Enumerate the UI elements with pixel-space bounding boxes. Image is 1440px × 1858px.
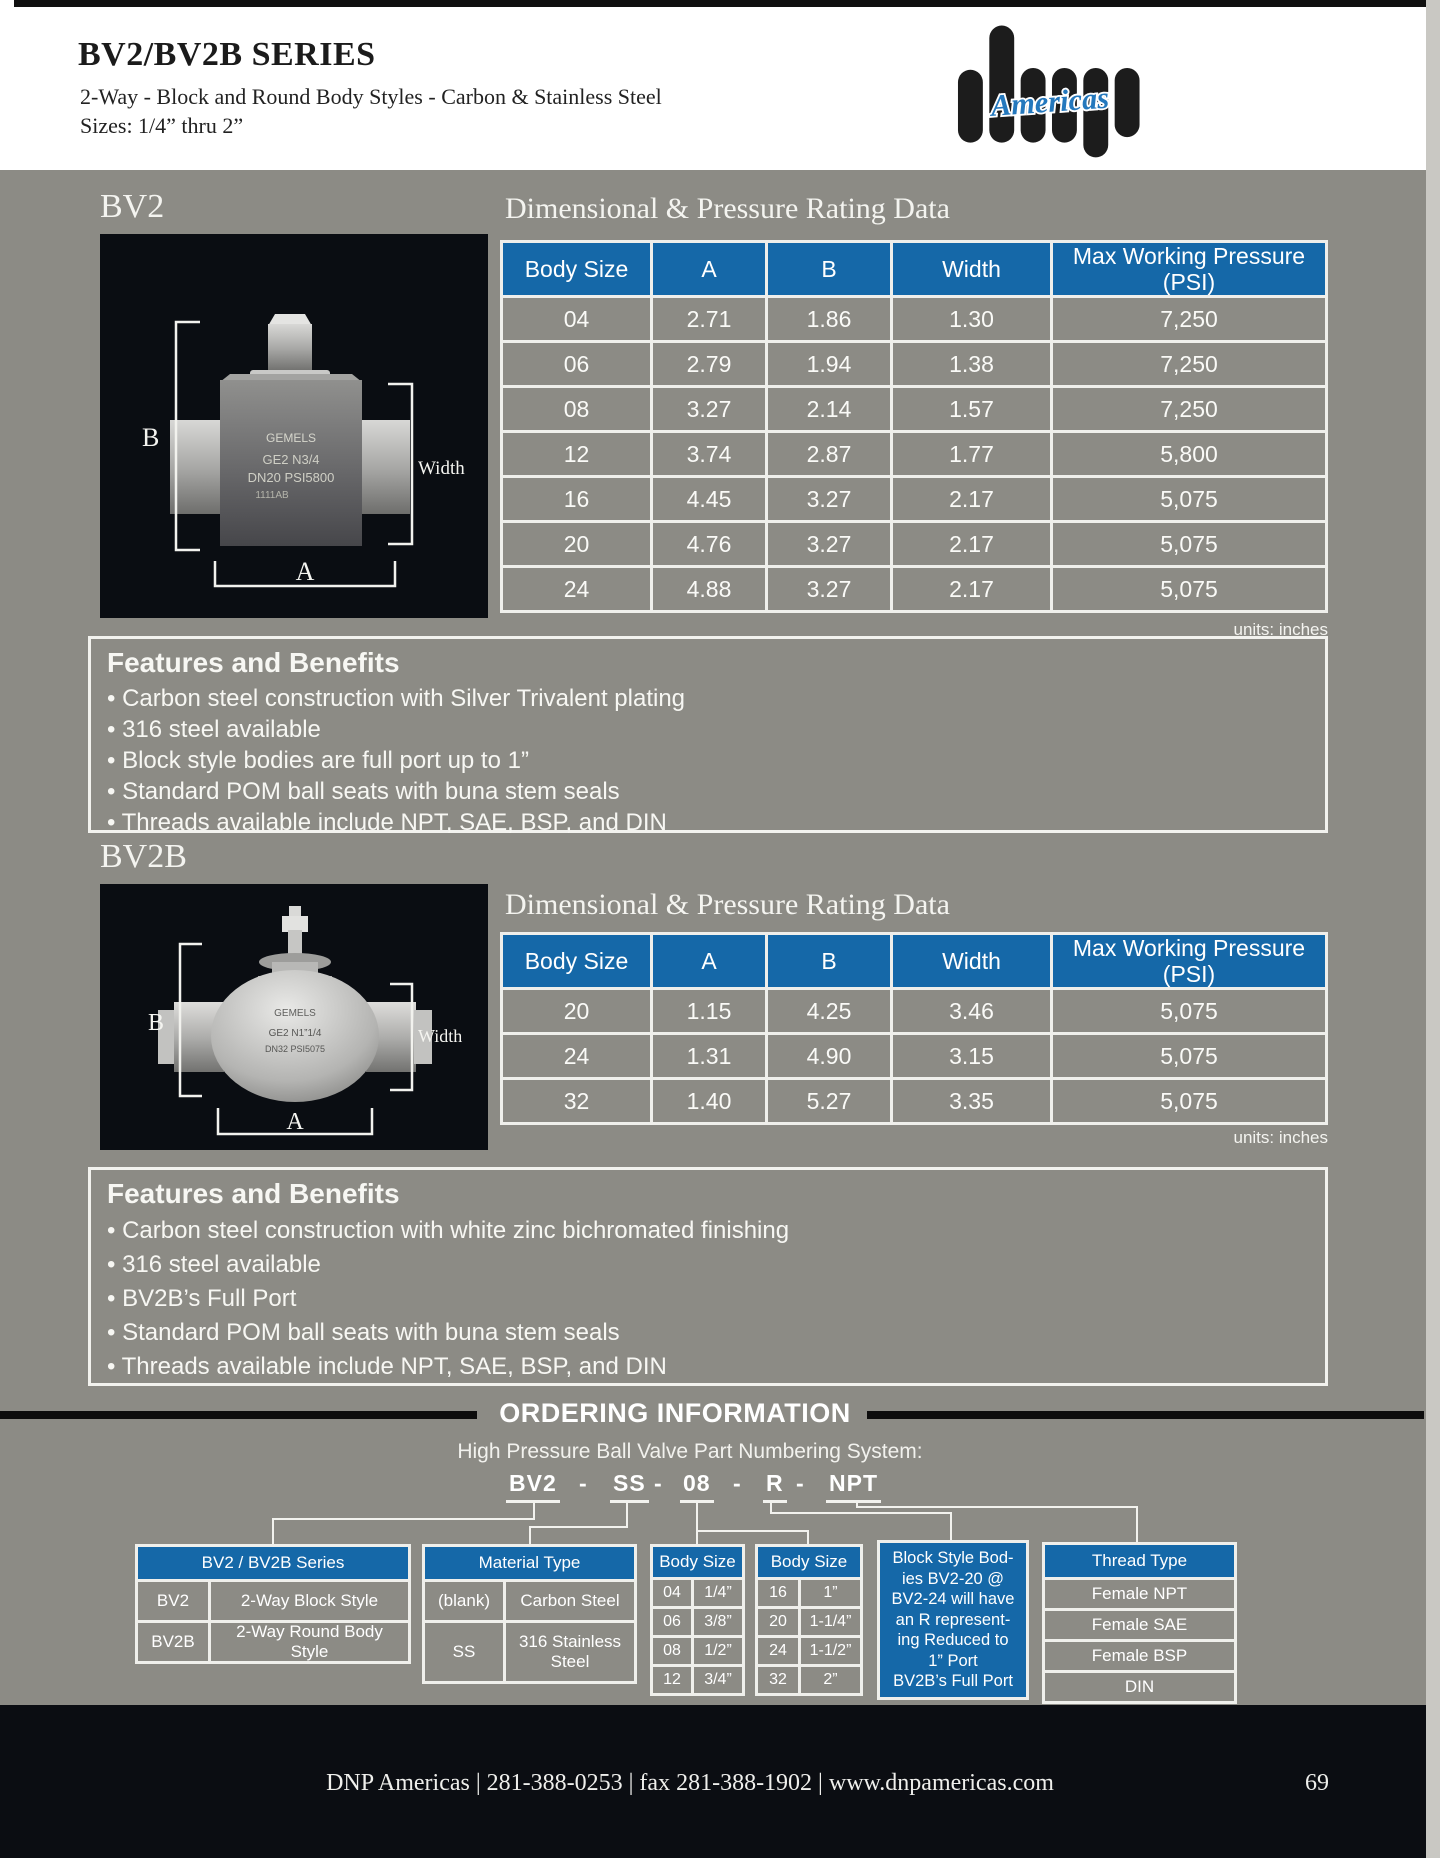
bv2b-dimension-table	[500, 932, 1328, 1125]
column-header: Max Working Pressure (PSI)	[1053, 935, 1325, 987]
dimension-label-b: B	[148, 1010, 165, 1036]
table-cell: 5,075	[1053, 478, 1325, 520]
table-cell: 2.79	[653, 343, 765, 385]
table-header: Body Size	[653, 1547, 742, 1577]
bv2b-section-label: BV2B	[100, 838, 187, 875]
valve-marking: GEMELS	[274, 1008, 316, 1019]
block-style-note	[877, 1540, 1029, 1700]
thread-cell: Female SAE	[1045, 1611, 1234, 1639]
bv2-section-label: BV2	[100, 188, 165, 225]
top-rule	[14, 0, 1426, 7]
table-cell: 4.45	[653, 478, 765, 520]
table-cell: 2.17	[893, 478, 1050, 520]
feature-item: • Carbon steel construction with Silver Trivalent plating	[107, 683, 1309, 714]
part-segment-material: SS	[610, 1470, 649, 1503]
dimension-label-a: A	[286, 1109, 304, 1135]
features-title: Features and Benefits	[107, 647, 400, 678]
table-cell: 4.88	[653, 568, 765, 610]
table-cell: 16	[503, 478, 650, 520]
connector-line	[272, 1518, 274, 1544]
desc-cell: 2-Way Round Body Style	[211, 1623, 408, 1661]
code-cell: BV2	[138, 1582, 208, 1620]
connector-line	[272, 1518, 535, 1520]
bv2-product-photo	[100, 234, 488, 618]
bv2b-table-title: Dimensional & Pressure Rating Data	[505, 888, 950, 921]
note-line: BV2-24 will have	[891, 1590, 1015, 1609]
code-cell: 08	[653, 1638, 691, 1664]
bv2b-valve-diagram-icon	[100, 884, 488, 1150]
feature-item: • 316 steel available	[107, 714, 1309, 745]
page-edge-strip	[1426, 0, 1440, 1858]
feature-item: • Standard POM ball seats with buna stem seals	[107, 1316, 1309, 1350]
table-cell: 24	[503, 568, 650, 610]
table-cell: 1.57	[893, 388, 1050, 430]
table-header: Thread Type	[1045, 1545, 1234, 1577]
desc-cell: 3/4”	[694, 1667, 742, 1693]
dimension-label-a: A	[295, 557, 315, 586]
column-header: B	[768, 935, 890, 987]
thread-cell: Female NPT	[1045, 1580, 1234, 1608]
dnp-logo	[940, 10, 1152, 160]
column-header: Body Size	[503, 243, 650, 295]
table-cell: 20	[503, 523, 650, 565]
bv2b-features-box	[88, 1167, 1328, 1386]
page-title: BV2/BV2B SERIES	[78, 36, 376, 73]
desc-cell: 316 Stainless Steel	[506, 1623, 634, 1681]
note-line: Block Style Bod-	[892, 1549, 1014, 1568]
bv2-valve-diagram-icon	[100, 234, 488, 618]
table-cell: 24	[503, 1035, 650, 1077]
thread-cell: Female BSP	[1045, 1642, 1234, 1670]
feature-item: • 316 steel available	[107, 1248, 1309, 1282]
table-cell: 20	[503, 990, 650, 1032]
dnp-logo-icon	[940, 10, 1152, 160]
thread-type-table	[1042, 1542, 1237, 1704]
feature-item: • Block style bodies are full port up to 1”	[107, 745, 1309, 776]
table-cell: 5,075	[1053, 1035, 1325, 1077]
page-number: 69	[1305, 1770, 1329, 1796]
ordering-heading: ORDERING INFORMATION	[499, 1398, 851, 1428]
feature-item: • Carbon steel construction with white zinc bichromated finishing	[107, 1214, 1309, 1248]
table-cell: 4.76	[653, 523, 765, 565]
column-header: B	[768, 243, 890, 295]
feature-item: • Threads available include NPT, SAE, BSP, and DIN	[107, 1350, 1309, 1384]
table-cell: 2.14	[768, 388, 890, 430]
part-separator: -	[579, 1470, 587, 1496]
connector-line	[529, 1526, 628, 1528]
bv2-dimension-table	[500, 240, 1328, 613]
ordering-subheading: High Pressure Ball Valve Part Numbering System:	[457, 1440, 923, 1463]
dimension-label-width: Width	[418, 458, 465, 479]
valve-marking: GE2 N1”1/4	[268, 1028, 322, 1039]
table-cell: 12	[503, 433, 650, 475]
code-cell: 32	[758, 1667, 798, 1693]
desc-cell: 1-1/4”	[801, 1609, 860, 1635]
connector-line	[1136, 1506, 1138, 1544]
table-cell: 5.27	[768, 1080, 890, 1122]
desc-cell: 1”	[801, 1580, 860, 1606]
valve-marking: DN32 PSI5075	[264, 1044, 326, 1054]
table-cell: 2.87	[768, 433, 890, 475]
table-cell: 7,250	[1053, 343, 1325, 385]
table-cell: 1.38	[893, 343, 1050, 385]
note-line: ing Reduced to	[897, 1631, 1009, 1650]
part-segment-series: BV2	[506, 1470, 560, 1503]
table-cell: 1.40	[653, 1080, 765, 1122]
feature-item: • BV2B’s Full Port	[107, 1282, 1309, 1316]
column-header: Body Size	[503, 935, 650, 987]
connector-line	[696, 1530, 809, 1532]
table-cell: 5,075	[1053, 1080, 1325, 1122]
connector-line	[807, 1530, 809, 1544]
part-segment-thread: NPT	[826, 1470, 881, 1503]
column-header: Max Working Pressure (PSI)	[1053, 243, 1325, 295]
part-separator: -	[733, 1470, 741, 1496]
column-header: A	[653, 935, 765, 987]
table-cell: 5,075	[1053, 523, 1325, 565]
bv2b-product-photo	[100, 884, 488, 1150]
column-header: Width	[893, 935, 1050, 987]
table-cell: 3.27	[768, 523, 890, 565]
code-cell: 12	[653, 1667, 691, 1693]
table-cell: 3.74	[653, 433, 765, 475]
code-cell: 24	[758, 1638, 798, 1664]
body-size-table-b	[755, 1544, 863, 1696]
note-line: an R represent-	[895, 1610, 1011, 1629]
dimension-label-width: Width	[418, 1026, 463, 1046]
connector-line	[696, 1502, 698, 1544]
valve-marking: DN20 PSI5800	[247, 470, 335, 485]
note-line: 1” Port	[928, 1651, 978, 1670]
table-cell: 1.31	[653, 1035, 765, 1077]
bv2b-units-note: units: inches	[1233, 1128, 1328, 1147]
valve-marking: 1111AB	[255, 490, 289, 501]
table-cell: 7,250	[1053, 388, 1325, 430]
table-cell: 1.77	[893, 433, 1050, 475]
table-header: Material Type	[425, 1547, 634, 1579]
page-subtitle-line1: 2-Way - Block and Round Body Styles - Carbon & Stainless Steel	[80, 84, 662, 109]
material-code-table	[422, 1544, 637, 1684]
desc-cell: 1-1/2”	[801, 1638, 860, 1664]
table-cell: 5,075	[1053, 990, 1325, 1032]
table-cell: 3.15	[893, 1035, 1050, 1077]
table-header: BV2 / BV2B Series	[138, 1547, 408, 1579]
table-cell: 08	[503, 388, 650, 430]
footer-contact: DNP Americas | 281-388-0253 | fax 281-388-1902 | www.dnpamericas.com	[326, 1770, 1054, 1796]
table-cell: 1.94	[768, 343, 890, 385]
part-separator: -	[796, 1470, 804, 1496]
features-title: Features and Benefits	[107, 1178, 400, 1209]
page-subtitle-line2: Sizes: 1/4” thru 2”	[80, 113, 244, 138]
desc-cell: 2”	[801, 1667, 860, 1693]
table-cell: 5,075	[1053, 568, 1325, 610]
logo-script-text: Americas	[989, 80, 1111, 123]
bv2-features-box	[88, 636, 1328, 836]
part-segment-port: R	[763, 1470, 787, 1503]
table-cell: 2.17	[893, 568, 1050, 610]
code-cell: SS	[425, 1623, 503, 1681]
code-cell: (blank)	[425, 1582, 503, 1620]
dimension-label-b: B	[142, 423, 160, 452]
code-cell: 20	[758, 1609, 798, 1635]
bv2-units-note: units: inches	[1233, 620, 1328, 639]
table-cell: 2.17	[893, 523, 1050, 565]
code-cell: 06	[653, 1609, 691, 1635]
table-cell: 1.86	[768, 298, 890, 340]
table-header: Body Size	[758, 1547, 860, 1577]
code-cell: 04	[653, 1580, 691, 1606]
table-cell: 5,800	[1053, 433, 1325, 475]
table-cell: 3.27	[768, 568, 890, 610]
connector-line	[950, 1512, 952, 1540]
heading-rule-right	[867, 1411, 1424, 1419]
table-cell: 3.27	[653, 388, 765, 430]
valve-marking: GEMELS	[265, 431, 317, 445]
table-cell: 4.25	[768, 990, 890, 1032]
connector-line	[626, 1502, 628, 1528]
table-cell: 32	[503, 1080, 650, 1122]
body-size-table-a	[650, 1544, 745, 1696]
table-cell: 7,250	[1053, 298, 1325, 340]
part-separator: -	[654, 1470, 662, 1496]
series-code-table	[135, 1544, 411, 1664]
connector-line	[856, 1506, 1138, 1508]
table-cell: 2.71	[653, 298, 765, 340]
table-cell: 04	[503, 298, 650, 340]
feature-item: • Standard POM ball seats with buna stem seals	[107, 776, 1309, 807]
feature-item: • Threads available include NPT, SAE, BSP, and DIN	[107, 807, 1309, 838]
table-cell: 1.30	[893, 298, 1050, 340]
desc-cell: Carbon Steel	[506, 1582, 634, 1620]
table-cell: 3.27	[768, 478, 890, 520]
heading-rule-left	[0, 1411, 477, 1419]
connector-line	[770, 1512, 952, 1514]
table-cell: 1.15	[653, 990, 765, 1032]
code-cell: BV2B	[138, 1623, 208, 1661]
connector-line	[529, 1526, 531, 1544]
table-cell: 3.35	[893, 1080, 1050, 1122]
table-cell: 06	[503, 343, 650, 385]
column-header: A	[653, 243, 765, 295]
valve-marking: GE2 N3/4	[262, 452, 320, 467]
desc-cell: 1/4”	[694, 1580, 742, 1606]
bv2-table-title: Dimensional & Pressure Rating Data	[505, 192, 950, 225]
table-cell: 3.46	[893, 990, 1050, 1032]
desc-cell: 1/2”	[694, 1638, 742, 1664]
desc-cell: 3/8”	[694, 1609, 742, 1635]
thread-cell: DIN	[1045, 1673, 1234, 1701]
table-cell: 4.90	[768, 1035, 890, 1077]
code-cell: 16	[758, 1580, 798, 1606]
part-segment-bodysize: 08	[680, 1470, 714, 1503]
note-line: ies BV2-20 @	[901, 1569, 1005, 1588]
note-line: BV2B’s Full Port	[893, 1672, 1013, 1691]
desc-cell: 2-Way Block Style	[211, 1582, 408, 1620]
column-header: Width	[893, 243, 1050, 295]
